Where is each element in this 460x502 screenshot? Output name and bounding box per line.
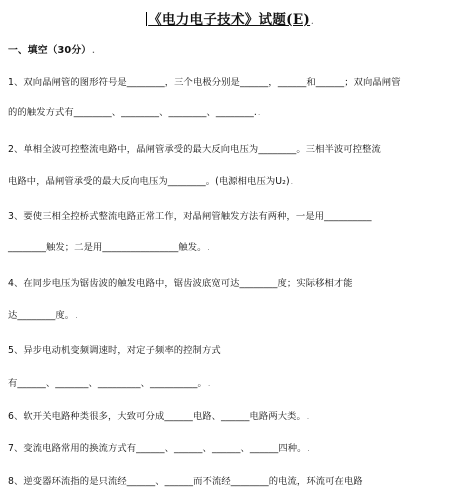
question-6-line: 6、软开关电路种类很多，大致可分成______电路、______电路两大类。. — [8, 411, 310, 422]
section-heading: 一、填空（30分）. — [8, 45, 95, 56]
question-4-line-2: 达________度。. — [8, 310, 78, 321]
question-4-line-1: 4、在同步电压为锯齿波的触发电路中，锯齿波底宽可达________度；实际移相才能 — [8, 278, 353, 289]
text-cursor — [146, 12, 147, 26]
question-7-line: 7、变流电路常用的换流方式有______、______、______、______四种。. — [8, 443, 310, 454]
question-1-line-1: 1、双向晶闸管的图形符号是________，三个电极分别是______，______和______；双向晶闸管 — [8, 77, 401, 88]
question-2-line-1: 2、单相全波可控整流电路中，晶闸管承受的最大反向电压为________。三相半波可控整流 — [8, 144, 381, 155]
paragraph-mark: . — [311, 17, 314, 26]
question-8-line: 8、逆变器环流指的是只流经______、______而不流经________的电流，环流可在电路 — [8, 476, 363, 487]
question-5-line-2: 有______、_______、_________、__________。. — [8, 378, 211, 389]
exam-title — [0, 8, 460, 28]
question-2-line-2: 电路中，晶闸管承受的最大反向电压为________。(电源相电压为U₂). — [8, 176, 294, 187]
exam-title-text: 《电力电子技术》试题(E) — [148, 12, 311, 28]
question-3-line-2: ________触发；二是用________________触发。. — [8, 242, 210, 253]
question-1-line-2: 的的触发方式有________、________、________、________.. — [8, 107, 261, 118]
question-3-line-1: 3、要使三相全控桥式整流电路正常工作，对晶闸管触发方法有两种，一是用__________ — [8, 211, 372, 222]
question-5-line-1: 5、异步电动机变频调速时，对定子频率的控制方式 — [8, 345, 221, 356]
